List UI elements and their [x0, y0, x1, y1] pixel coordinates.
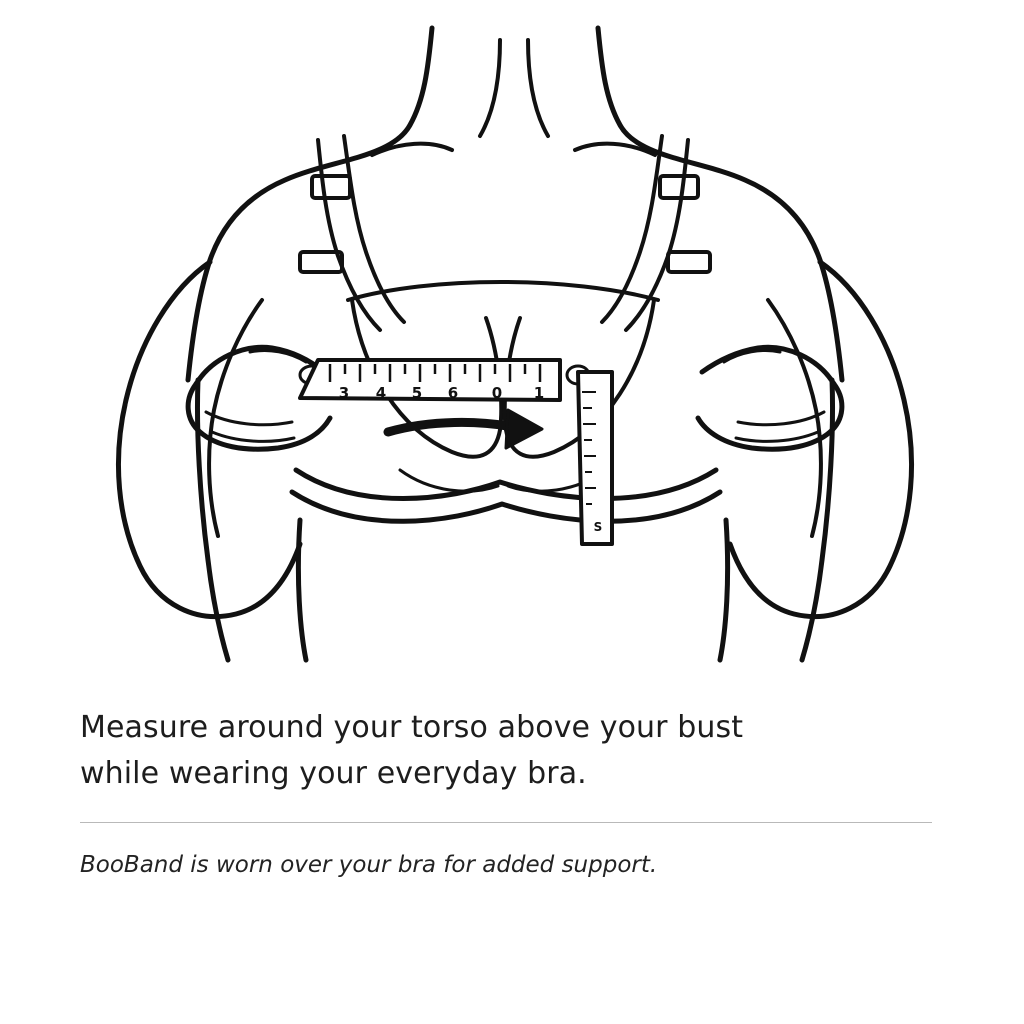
caption-main-line-1: Measure around your torso above your bust [80, 710, 744, 745]
tape-tick-0: 3 [338, 384, 350, 402]
caption-block [80, 705, 944, 881]
divider [80, 822, 932, 823]
tape-tick-1: 4 [375, 384, 387, 402]
caption-main [80, 705, 810, 796]
tape-measure-horizontal [300, 360, 560, 402]
tape-size-label: S [593, 520, 603, 534]
tape-measure-vertical [578, 372, 612, 544]
tape-tick-2: 5 [411, 384, 423, 402]
tape-tick-3: 6 [447, 384, 459, 402]
caption-note: BooBand is worn over your bra for added support. [80, 852, 658, 879]
caption-main-line-2: while wearing your everyday bra. [80, 755, 587, 791]
direction-arrow [388, 410, 542, 448]
tape-tick-5: 1 [533, 384, 545, 402]
tape-tick-4: 0 [491, 384, 503, 402]
